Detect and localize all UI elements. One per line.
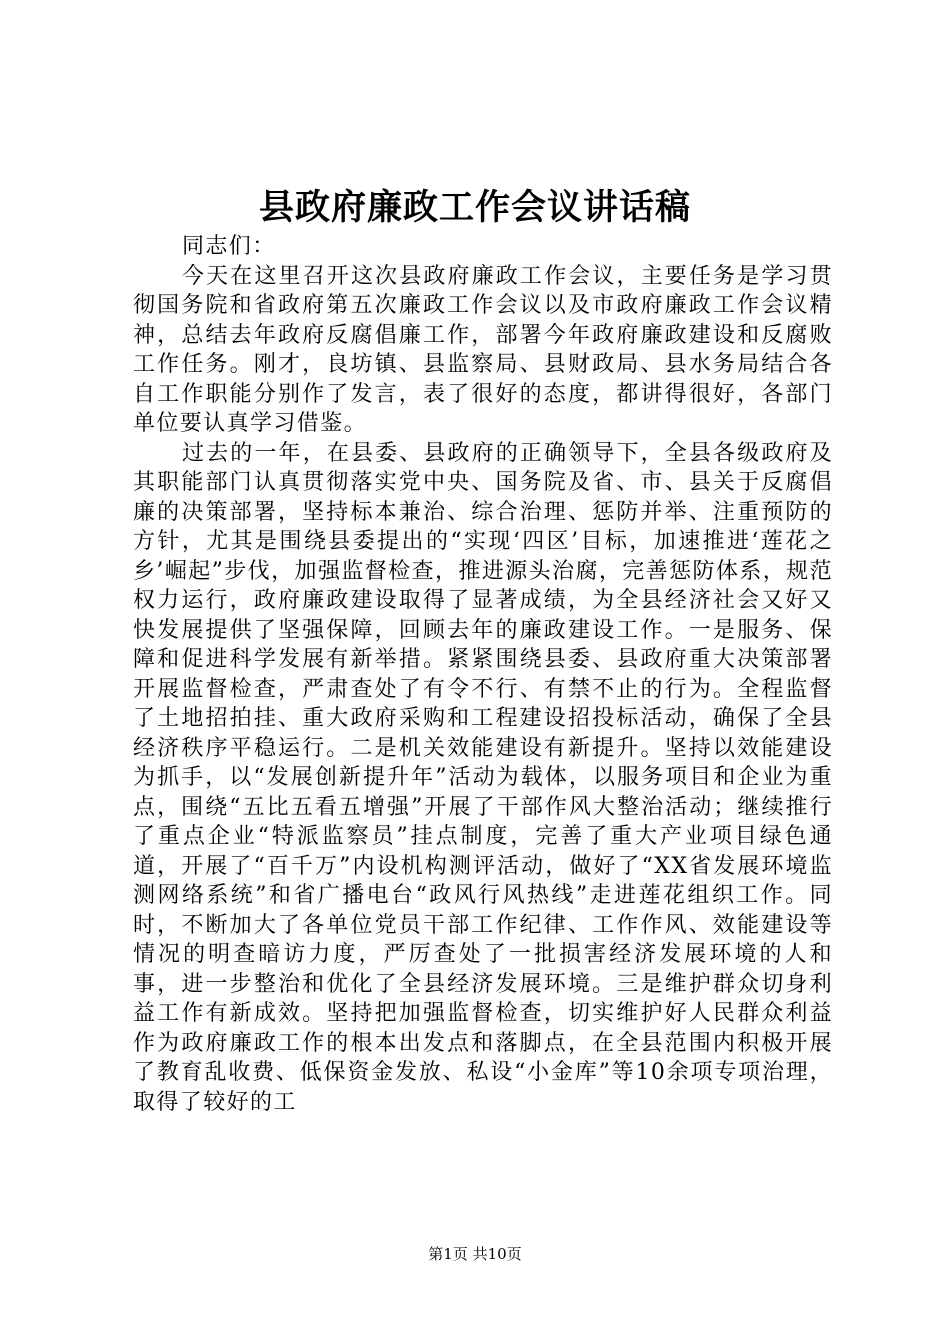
document-body — [133, 232, 833, 1117]
paragraph: 今天在这里召开这次县政府廉政工作会议，主要任务是学习贯彻国务院和省政府第五次廉政工作会议以及市政府廉政工作会议精神，总结去年政府反腐倡廉工作，部署今年政府廉政建设和反腐败工作任务。刚才，良坊镇、县监察局、县财政局、县水务局结合各自工作职能分别作了发言，表了很好的态度，都讲得很好，各部门单位要认真学习借鉴。 — [133, 263, 833, 436]
salutation: 同志们： — [182, 234, 276, 259]
page-number-footer: 第1页 共10页 — [428, 1245, 522, 1263]
paragraph: 过去的一年，在县委、县政府的正确领导下，全县各级政府及其职能部门认真贯彻落实党中央、国务院及省、市、县关于反腐倡廉的决策部署，坚持标本兼治、综合治理、惩防并举、注重预防的方针，尤其是围绕县委提出的“实现‘四区’目标，加速推进‘莲花之乡’崛起”步伐，加强监督检查，推进源头治腐，完善惩防体系，规范权力运行，政府廉政建设取得了显著成绩，为全县经济社会又好又快发展提供了坚强保障，回顾去年的廉政建设工作。一是服务、保障和促进科学发展有新举措。紧紧围绕县委、县政府重大决策部署开展监督检查，严肃查处了有令不行、有禁不止的行为。全程监督了土地招拍挂、重大政府采购和工程建设招投标活动，确保了全县经济秩序平稳运行。二是机关效能建设有新提升。坚持以效能建设为抓手，以“发展创新提升年”活动为载体，以服务项目和企业为重点，围绕“五比五看五增强”开展了干部作风大整治活动；继续推行了重点企业“特派监察员”挂点制度，完善了重大产业项目绿色通道，开展了“百千万”内设机构测评活动，做好了“XX省发展环境监测网络系统”和省广播电台“政风行风热线”走进莲花组织工作。同时，不断加大了各单位党员干部工作纪律、工作作风、效能建设等情况的明查暗访力度，严厉查处了一批损害经济发展环境的人和事，进一步整治和优化了全县经济发展环境。三是维护群众切身利益工作有新成效。坚持把加强监督检查，切实维护好人民群众利益作为政府廉政工作的根本出发点和落脚点，在全县范围内积极开展了教育乱收费、低保资金发放、私设“小金库”等10余项专项治理，取得了较好的工 — [133, 440, 833, 1115]
document-title: 县政府廉政工作会议讲话稿 — [258, 187, 691, 228]
